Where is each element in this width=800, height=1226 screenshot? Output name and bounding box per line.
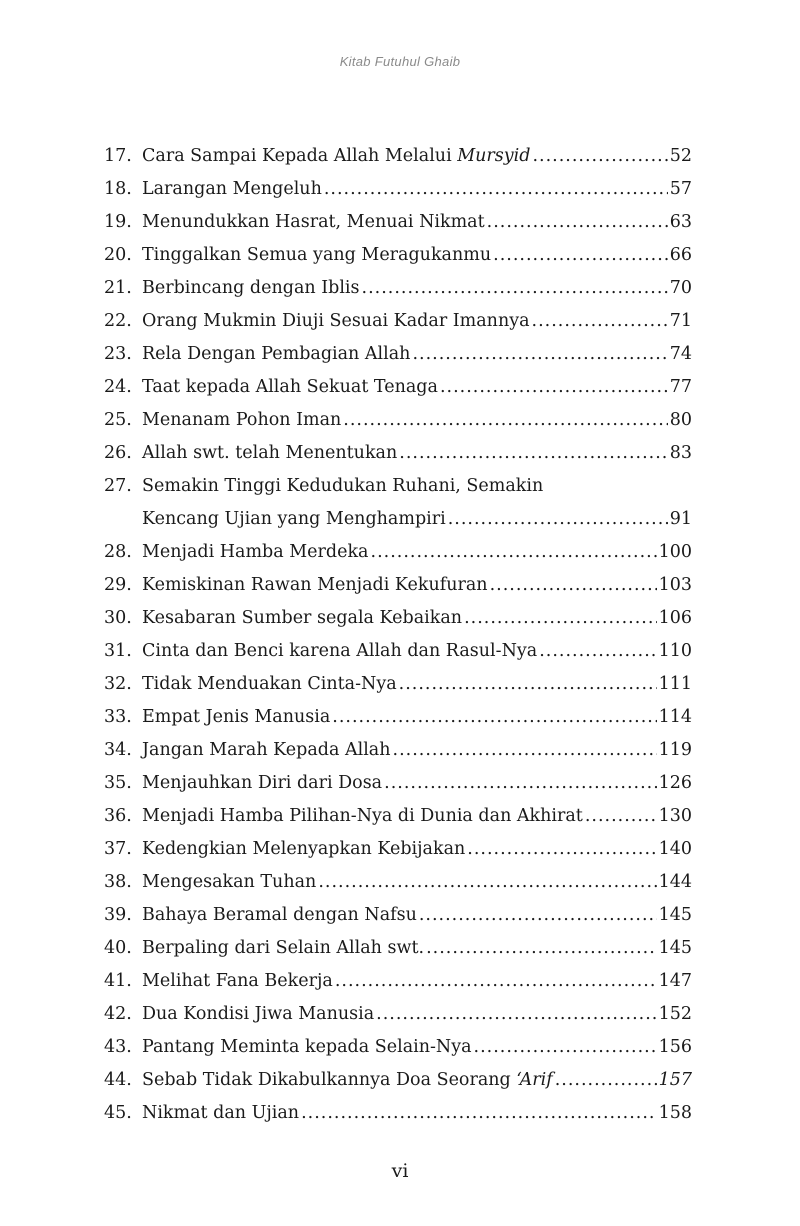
dot-leader bbox=[426, 932, 657, 965]
toc-entry bbox=[104, 206, 692, 239]
dot-leader bbox=[412, 338, 667, 371]
toc-entry-title: Pantang Meminta kepada Selain-Nya bbox=[142, 1037, 472, 1057]
toc-entry-title: Taat kepada Allah Sekuat Tenaga bbox=[142, 377, 438, 397]
toc-entry-number: 41. bbox=[104, 971, 132, 991]
toc-entry-title: Menjauhkan Diri dari Dosa bbox=[142, 773, 383, 793]
dot-leader bbox=[539, 635, 656, 668]
toc-entry-number: 45. bbox=[104, 1103, 132, 1123]
toc-entry-page: 145 bbox=[658, 905, 692, 925]
toc-entry-title: Melihat Fana Bekerja bbox=[142, 971, 333, 991]
toc-entry bbox=[104, 998, 692, 1031]
toc-entry-title: Menjadi Hamba Merdeka bbox=[142, 542, 369, 562]
page-number: vi bbox=[391, 1160, 409, 1182]
dot-leader bbox=[532, 140, 667, 173]
dot-leader bbox=[467, 833, 656, 866]
toc-entry-number: 27. bbox=[104, 476, 132, 496]
toc-entry-title: Berpaling dari Selain Allah swt. bbox=[142, 938, 425, 958]
table-of-contents bbox=[104, 140, 692, 1130]
dot-leader bbox=[393, 734, 657, 767]
dot-leader bbox=[448, 503, 668, 536]
toc-entry-number: 30. bbox=[104, 608, 132, 628]
toc-entry-page: 145 bbox=[658, 938, 692, 958]
toc-entry-title: Berbincang dengan Iblis bbox=[142, 278, 360, 298]
toc-entry bbox=[104, 800, 692, 833]
dot-leader bbox=[371, 536, 657, 569]
dot-leader bbox=[376, 998, 656, 1031]
toc-entry bbox=[104, 701, 692, 734]
toc-entry bbox=[104, 371, 692, 404]
toc-entry bbox=[104, 602, 692, 635]
toc-entry-title: Allah swt. telah Menentukan bbox=[142, 443, 398, 463]
toc-entry bbox=[104, 470, 692, 536]
dot-leader bbox=[474, 1031, 657, 1064]
toc-entry-page: 52 bbox=[669, 146, 692, 166]
dot-leader bbox=[343, 404, 667, 437]
toc-entry-page: 71 bbox=[669, 311, 692, 331]
toc-entry-title: Bahaya Beramal dengan Nafsu bbox=[142, 905, 417, 925]
toc-entry-number: 42. bbox=[104, 1004, 132, 1024]
dot-leader bbox=[399, 668, 657, 701]
toc-entry-title-line1: Semakin Tinggi Kedudukan Ruhani, Semakin bbox=[142, 476, 544, 496]
dot-leader bbox=[419, 899, 657, 932]
toc-entry-page: 130 bbox=[658, 806, 692, 826]
toc-entry bbox=[104, 173, 692, 206]
toc-entry bbox=[104, 437, 692, 470]
toc-entry-title: Kencang Ujian yang Menghampiri bbox=[142, 509, 446, 529]
toc-entry-page: 106 bbox=[658, 608, 692, 628]
toc-entry-number: 32. bbox=[104, 674, 132, 694]
toc-entry bbox=[104, 140, 692, 173]
toc-entry-page: 144 bbox=[658, 872, 692, 892]
toc-entry-title: Menundukkan Hasrat, Menuai Nikmat bbox=[142, 212, 485, 232]
dot-leader bbox=[332, 701, 656, 734]
toc-entry-number: 39. bbox=[104, 905, 132, 925]
toc-entry bbox=[104, 965, 692, 998]
dot-leader bbox=[532, 305, 668, 338]
dot-leader bbox=[493, 239, 668, 272]
toc-entry-title: Orang Mukmin Diuji Sesuai Kadar Imannya bbox=[142, 311, 530, 331]
toc-entry bbox=[104, 272, 692, 305]
toc-entry-page: 57 bbox=[669, 179, 692, 199]
toc-entry bbox=[104, 305, 692, 338]
toc-entry bbox=[104, 833, 692, 866]
toc-entry-page: 66 bbox=[669, 245, 692, 265]
toc-entry-title: Kesabaran Sumber segala Kebaikan bbox=[142, 608, 463, 628]
toc-entry bbox=[104, 338, 692, 371]
toc-entry-title: Cara Sampai Kepada Allah Melalui Mursyid bbox=[142, 146, 531, 166]
dot-leader bbox=[362, 272, 668, 305]
toc-entry-title: Cinta dan Benci karena Allah dan Rasul-Nya bbox=[142, 641, 538, 661]
toc-entry-title: Kemiskinan Rawan Menjadi Kekufuran bbox=[142, 575, 488, 595]
dot-leader bbox=[440, 371, 668, 404]
toc-entry-number: 35. bbox=[104, 773, 132, 793]
dot-leader bbox=[318, 866, 656, 899]
dot-leader bbox=[324, 173, 668, 206]
toc-entry-title: Rela Dengan Pembagian Allah bbox=[142, 344, 411, 364]
toc-entry-number: 34. bbox=[104, 740, 132, 760]
toc-entry bbox=[104, 1031, 692, 1064]
toc-entry-number: 38. bbox=[104, 872, 132, 892]
toc-entry-page: 152 bbox=[658, 1004, 692, 1024]
dot-leader bbox=[555, 1064, 657, 1097]
toc-entry-number: 28. bbox=[104, 542, 132, 562]
toc-entry-page: 156 bbox=[658, 1037, 692, 1057]
toc-entry-number: 21. bbox=[104, 278, 132, 298]
toc-entry-title: Jangan Marah Kepada Allah bbox=[142, 740, 391, 760]
toc-entry bbox=[104, 932, 692, 965]
dot-leader bbox=[384, 767, 656, 800]
toc-entry bbox=[104, 767, 692, 800]
dot-leader bbox=[335, 965, 657, 998]
toc-entry-number: 22. bbox=[104, 311, 132, 331]
toc-entry bbox=[104, 668, 692, 701]
toc-entry-page: 126 bbox=[658, 773, 692, 793]
toc-entry-title-emphasis: ‘Arif bbox=[516, 1070, 553, 1090]
toc-entry-title: Empat Jenis Manusia bbox=[142, 707, 331, 727]
toc-entry-title: Tidak Menduakan Cinta-Nya bbox=[142, 674, 397, 694]
toc-entry-number: 25. bbox=[104, 410, 132, 430]
toc-entry-title: Sebab Tidak Dikabulkannya Doa Seorang ‘Arif bbox=[142, 1070, 553, 1090]
dot-leader bbox=[585, 800, 657, 833]
toc-entry-page: 74 bbox=[669, 344, 692, 364]
toc-entry-number: 31. bbox=[104, 641, 132, 661]
toc-entry-title: Dua Kondisi Jiwa Manusia bbox=[142, 1004, 375, 1024]
toc-entry bbox=[104, 536, 692, 569]
toc-entry-number: 29. bbox=[104, 575, 132, 595]
toc-entry-page: 100 bbox=[658, 542, 692, 562]
toc-entry bbox=[104, 239, 692, 272]
toc-entry-title: Mengesakan Tuhan bbox=[142, 872, 317, 892]
toc-entry bbox=[104, 404, 692, 437]
toc-entry bbox=[104, 569, 692, 602]
toc-entry-title: Nikmat dan Ujian bbox=[142, 1103, 300, 1123]
toc-entry-page: 158 bbox=[658, 1103, 692, 1123]
toc-entry-page: 77 bbox=[669, 377, 692, 397]
toc-entry-page: 147 bbox=[658, 971, 692, 991]
toc-entry-title: Menjadi Hamba Pilihan-Nya di Dunia dan Akhirat bbox=[142, 806, 583, 826]
toc-entry-number: 40. bbox=[104, 938, 132, 958]
toc-entry-page: 80 bbox=[669, 410, 692, 430]
toc-entry-page: 63 bbox=[669, 212, 692, 232]
toc-entry-page: 140 bbox=[658, 839, 692, 859]
dot-leader bbox=[490, 569, 657, 602]
toc-entry-number: 33. bbox=[104, 707, 132, 727]
toc-entry-number: 18. bbox=[104, 179, 132, 199]
toc-entry-number: 44. bbox=[104, 1070, 132, 1090]
toc-entry-title: Menanam Pohon Iman bbox=[142, 410, 342, 430]
toc-entry-title: Kedengkian Melenyapkan Kebijakan bbox=[142, 839, 466, 859]
toc-entry-page: 83 bbox=[669, 443, 692, 463]
toc-entry bbox=[104, 1064, 692, 1097]
toc-entry-page: 103 bbox=[658, 575, 692, 595]
toc-entry bbox=[104, 1097, 692, 1130]
toc-entry-title-emphasis: Mursyid bbox=[457, 146, 531, 166]
dot-leader bbox=[301, 1097, 657, 1130]
toc-entry-page: 111 bbox=[658, 674, 692, 694]
dot-leader bbox=[464, 602, 657, 635]
toc-entry-number: 26. bbox=[104, 443, 132, 463]
toc-entry-page: 110 bbox=[658, 641, 692, 661]
toc-entry-number: 37. bbox=[104, 839, 132, 859]
toc-entry-number: 20. bbox=[104, 245, 132, 265]
toc-entry-page: 114 bbox=[658, 707, 692, 727]
toc-entry bbox=[104, 635, 692, 668]
toc-entry bbox=[104, 866, 692, 899]
dot-leader bbox=[487, 206, 668, 239]
toc-entry-number: 23. bbox=[104, 344, 132, 364]
toc-entry-page: 157 bbox=[658, 1070, 692, 1090]
toc-entry-page: 70 bbox=[669, 278, 692, 298]
toc-entry-page: 91 bbox=[669, 509, 692, 529]
toc-entry-number: 17. bbox=[104, 146, 132, 166]
toc-entry-number: 43. bbox=[104, 1037, 132, 1057]
toc-entry-number: 36. bbox=[104, 806, 132, 826]
toc-entry-page: 119 bbox=[658, 740, 692, 760]
toc-entry-number: 24. bbox=[104, 377, 132, 397]
running-head: Kitab Futuhul Ghaib bbox=[339, 54, 461, 69]
toc-entry-number: 19. bbox=[104, 212, 132, 232]
toc-entry bbox=[104, 899, 692, 932]
dot-leader bbox=[399, 437, 667, 470]
toc-entry-title: Tinggalkan Semua yang Meragukanmu bbox=[142, 245, 492, 265]
toc-entry-title: Larangan Mengeluh bbox=[142, 179, 322, 199]
toc-entry bbox=[104, 734, 692, 767]
